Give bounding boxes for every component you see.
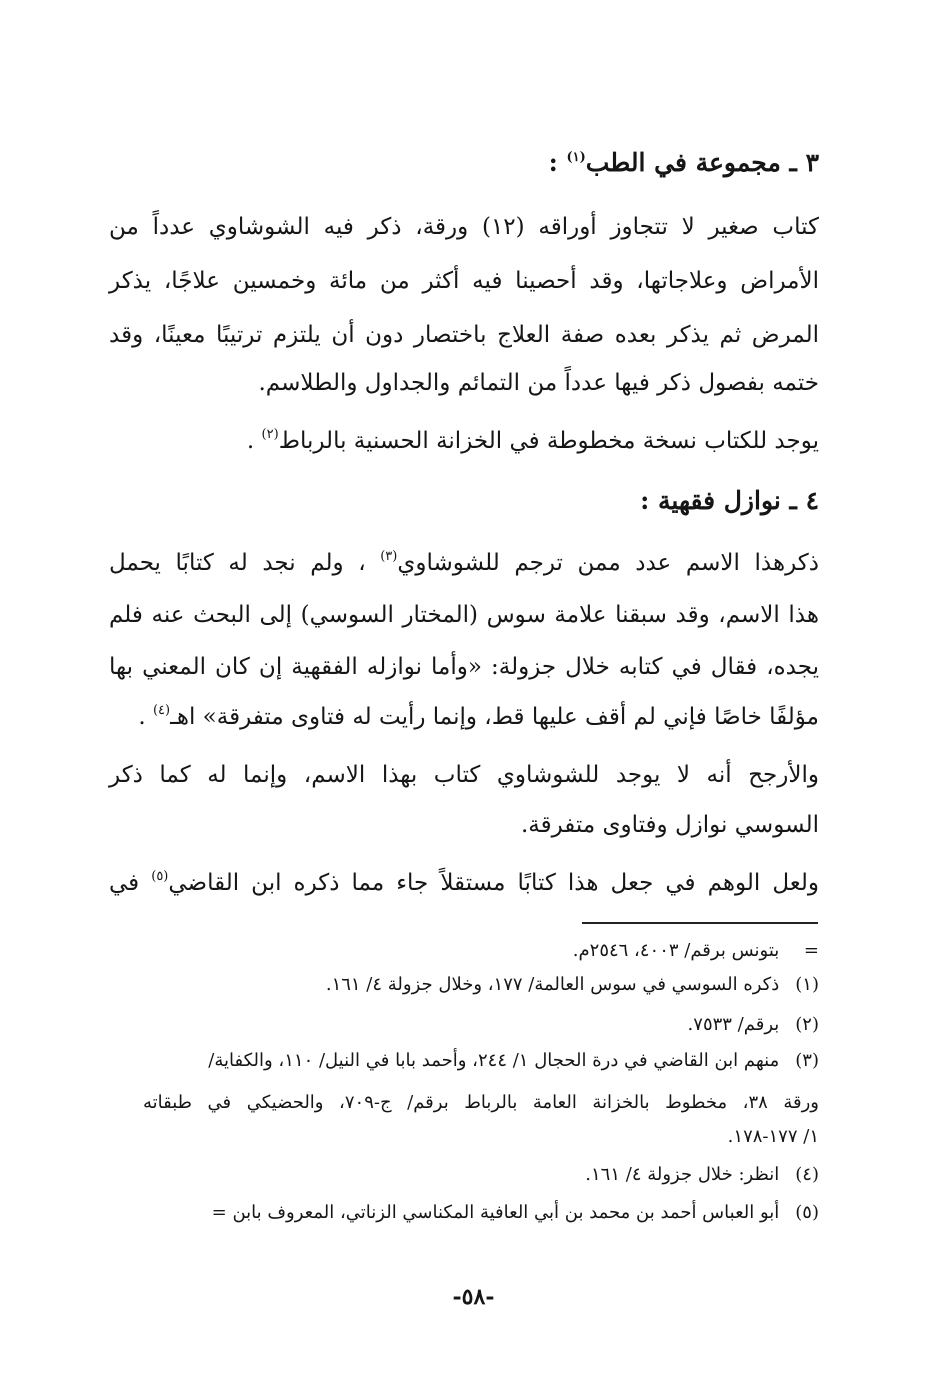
section-3-copy-line	[109, 414, 819, 468]
continuation-text: بتونس برقم/ ٤٠٠٣، ٢٥٤٦م.	[572, 940, 780, 961]
p3-line-1-a: ولعل الوهم في جعل هذا كتابًا مستقلاً جاء مما ذكره ابن القاضي	[168, 870, 819, 896]
footnote-5-continues-marker: =	[211, 1202, 227, 1223]
p1-line-4-b: .	[138, 704, 153, 730]
section-3-heading-tail: :	[548, 148, 567, 177]
footnote-3-line-2: ورقة ٣٨، مخطوط بالخزانة العامة بالرباط برقم/ ج-٧٠٩، والحضيكي في طبقاته	[143, 1092, 820, 1113]
footnote-5-text: أبو العباس أحمد بن محمد بن أبي العافية المكناسي الزناتي، المعروف بابن	[232, 1202, 780, 1223]
footnote-ref-1[interactable]: (١)	[566, 150, 586, 165]
section-3-line-3: المرض ثم يذكر بعده صفة العلاج باختصار دون أن يلتزم ترتيبًا معينًا، وقد	[109, 322, 819, 348]
copy-line-text: يوجد للكتاب نسخة مخطوطة في الخزانة الحسنية بالرباط	[278, 428, 819, 454]
section-4-p3-line-1	[109, 856, 819, 910]
section-3-heading	[109, 146, 819, 180]
footnote-5-number: (٥)	[795, 1202, 819, 1223]
footnote-2-number: (٢)	[795, 1014, 819, 1035]
section-3-line-4: ختمه بفصول ذكر فيها عدداً من التمائم والجداول والطلاسم.	[258, 370, 819, 396]
footnote-separator	[582, 922, 818, 924]
footnote-1-text: ذكره السوسي في سوس العالمة/ ١٧٧، وخلال جزولة ٤/ ١٦١.	[325, 974, 780, 995]
footnote-ref-2[interactable]: (٢)	[261, 427, 279, 442]
footnote-3-number: (٣)	[795, 1050, 819, 1071]
footnote-ref-5[interactable]: (٥)	[151, 869, 169, 884]
section-4-p2-line-2: السوسي نوازل وفتاوى متفرقة.	[520, 812, 819, 838]
footnote-1-number: (١)	[795, 974, 819, 995]
p1-line-1-a: ذكرهذا الاسم عدد ممن ترجم للشوشاوي	[397, 550, 819, 576]
footnote-3-line-1: منهم ابن القاضي في درة الحجال ١/ ٢٤٤، وأحمد بابا في النيل/ ١١٠، والكفاية/	[208, 1050, 780, 1071]
footnote-ref-3[interactable]: (٣)	[380, 549, 398, 564]
footnote-2	[109, 1008, 819, 1042]
section-3-heading-text: ٣ ـ مجموعة في الطب	[585, 148, 819, 177]
footnote-2-text: برقم/ ٧٥٣٣.	[687, 1014, 780, 1035]
section-3-line-1: كتاب صغير لا تتجاوز أوراقه (١٢) ورقة، ذكر فيه الشوشاوي عدداً من	[109, 214, 819, 240]
footnote-ref-4[interactable]: (٤)	[152, 703, 171, 718]
page-number: -٥٨-	[452, 1284, 495, 1310]
footnote-5	[79, 1196, 819, 1230]
footnote-4-number: (٤)	[795, 1164, 819, 1185]
footnote-3-line-3: ١/ ١٧٧-١٧٨.	[727, 1126, 819, 1147]
section-4-p1-line-4	[109, 690, 819, 744]
footnote-3	[109, 1044, 819, 1078]
section-4-p1-line-3: يجده، فقال في كتابه خلال جزولة: «وأما نوازله الفقهية إن كان المعني بها	[109, 654, 819, 680]
p1-line-4-a: مؤلفًا خاصًا فإني لم أقف عليها قط، وإنما رأيت له فتاوى متفرقة» اهـ	[170, 704, 819, 730]
section-4-heading: ٤ ـ نوازل فقهية :	[640, 486, 819, 515]
footnote-4	[109, 1158, 819, 1192]
footnote-1	[109, 968, 819, 1002]
copy-line-tail: .	[246, 428, 262, 454]
section-4-p1-line-2: هذا الاسم، وقد سبقنا علامة سوس (المختار السوسي) إلى البحث عنه فلم	[109, 602, 819, 628]
footnote-4-text: انظر: خلال جزولة ٤/ ١٦١.	[585, 1164, 780, 1185]
continuation-marker: =	[803, 940, 819, 961]
p1-line-1-b: ، ولم نجد له كتابًا يحمل	[109, 550, 381, 576]
p3-line-1-b: في	[109, 870, 152, 896]
footnote-continuation	[109, 934, 819, 968]
section-4-p2-line-1: والأرجح أنه لا يوجد للشوشاوي كتاب بهذا الاسم، وإنما له كما ذكر	[109, 762, 819, 788]
section-3-line-2: الأمراض وعلاجاتها، وقد أحصينا فيه أكثر من مائة وخمسين علاجًا، يذكر	[109, 268, 819, 294]
section-4-p1-line-1	[109, 536, 819, 590]
